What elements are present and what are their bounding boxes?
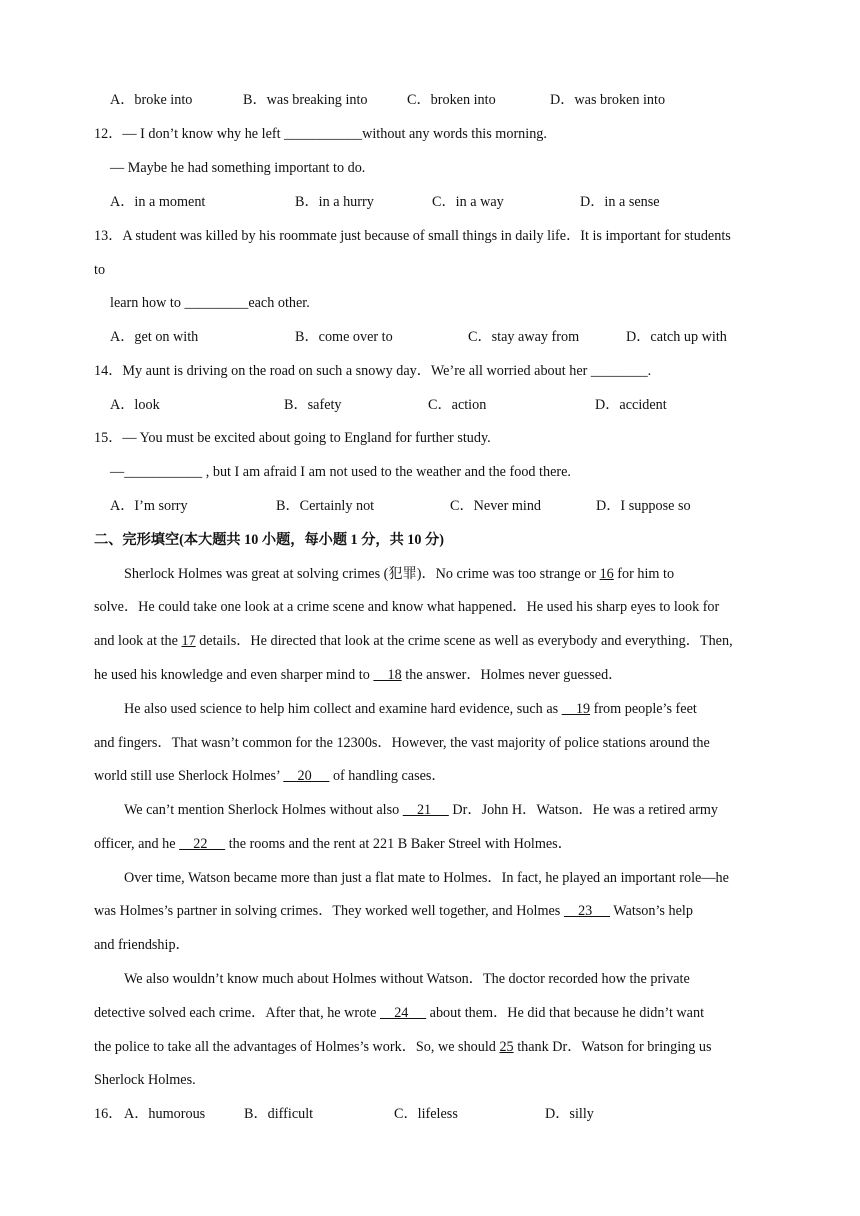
passage-text: was Holmes’s partner in solving crimes．They worked well together, and Holmes: [94, 903, 564, 919]
passage-text: thank Dr．Watson for bringing us: [513, 1039, 712, 1055]
blank-25: 25: [499, 1039, 514, 1055]
passage-line: [94, 766, 446, 786]
passage-line: [94, 834, 572, 854]
passage-text: He also used science to help him collect and examine hard evidence, such as: [124, 701, 562, 717]
passage-line: Sherlock Holmes.: [94, 1072, 196, 1088]
q15-reply-dash: —: [110, 464, 125, 480]
passage-text: about them．He did that because he didn’t want: [426, 1005, 705, 1021]
q15-number: 15．: [94, 430, 123, 446]
passage-text: officer, and he: [94, 836, 180, 852]
q16-option-c: C．lifeless: [394, 1106, 458, 1122]
blank-16: 16: [599, 566, 614, 582]
q13-option-a: A．get on with: [110, 329, 199, 345]
blank-21: 21: [402, 802, 449, 818]
q14-end: .: [647, 363, 652, 379]
passage-line: [124, 800, 718, 820]
passage-text: from people’s feet: [590, 701, 697, 717]
q13-stem-after: each other.: [248, 295, 310, 311]
blank-20: 20: [283, 768, 330, 784]
passage-text: Sherlock Holmes was great at solving crimes (犯罪)．No crime was too strange or: [124, 566, 600, 582]
blank-23: 23: [563, 903, 610, 919]
passage-line: [124, 699, 697, 719]
q12-option-c: C．in a way: [432, 194, 504, 210]
passage-line: [94, 631, 733, 651]
q11-option-c: C．broken into: [407, 92, 496, 108]
q16-option-d: D．silly: [545, 1106, 594, 1122]
q11-option-d: D．was broken into: [550, 92, 666, 108]
q13-stem-before: learn how to: [110, 295, 185, 311]
blank-24: 24: [380, 1005, 427, 1021]
q13-option-c: C．stay away from: [468, 329, 580, 345]
passage-text: detective solved each crime．After that, he wrote: [94, 1005, 380, 1021]
q15-reply-after: , but I am afraid I am not used to the weather and the food there.: [202, 464, 571, 480]
passage-line: We also wouldn’t know much about Holmes without Watson．The doctor recorded how the private: [124, 971, 690, 987]
q15-option-d: D．I suppose so: [596, 498, 691, 514]
q15-option-a: A．I’m sorry: [110, 498, 188, 514]
q14-option-a: A．look: [110, 397, 160, 413]
q11-option-b: B．was breaking into: [243, 92, 368, 108]
blank-22: 22: [179, 836, 226, 852]
q12-stem-after: without any words this morning.: [362, 126, 547, 142]
q12-option-a: A．in a moment: [110, 194, 206, 210]
passage-line: Over time, Watson became more than just a flat mate to Holmes．In fact, he played an important role—he: [124, 870, 729, 886]
passage-line: and fingers．That wasn’t common for the 12300s．However, the vast majority of police stations around the: [94, 735, 710, 751]
passage-text: Watson’s help: [610, 903, 693, 919]
q16-option-b: B．difficult: [244, 1106, 314, 1122]
passage-line: [94, 1037, 712, 1057]
q16-number: 16．: [94, 1106, 123, 1122]
passage-text: the police to take all the advantages of Holmes’s work．So, we should: [94, 1039, 500, 1055]
q14-option-d: D．accident: [595, 397, 667, 413]
passage-text: the rooms and the rent at 221 B Baker Streel with Holmes．: [225, 836, 572, 852]
q12-number: 12．: [94, 126, 123, 142]
q12-option-b: B．in a hurry: [295, 194, 374, 210]
q13-stem-text: A student was killed by his roommate just because of small things in daily life．It is important for students: [122, 228, 731, 244]
q12-option-d: D．in a sense: [580, 194, 660, 210]
passage-text: Dr．John H．Watson．He was a retired army: [448, 802, 718, 818]
q14-number: 14．: [94, 363, 123, 379]
blank-17: 17: [181, 633, 196, 649]
q13-number: 13．: [94, 228, 123, 244]
passage-line: and friendship．: [94, 937, 190, 953]
q13-option-d: D．catch up with: [626, 329, 727, 345]
passage-text: for him to: [613, 566, 675, 582]
q13-stem-line3: [110, 293, 310, 313]
q13-option-b: B．come over to: [295, 329, 393, 345]
blank-19: 19: [561, 701, 591, 717]
blank-18: 18: [373, 667, 402, 683]
passage-text: and look at the: [94, 633, 182, 649]
q14-option-b: B．safety: [284, 397, 342, 413]
q12-blank: ___________: [284, 126, 363, 142]
q12-reply: — Maybe he had something important to do.: [110, 160, 366, 176]
q14-option-c: C．action: [428, 397, 487, 413]
q15-option-c: C．Never mind: [450, 498, 542, 514]
q14-stem: [94, 361, 651, 381]
passage-text: details．He directed that look at the crime scene as well as everybody and everything．Then,: [195, 633, 733, 649]
passage-text: of handling cases．: [329, 768, 446, 784]
section-title: 二、完形填空(本大题共 10 小题，每小题 1 分，共 10 分): [94, 532, 444, 548]
q16-option-a: A．humorous: [124, 1106, 206, 1122]
q15-blank: ___________: [124, 464, 203, 480]
q14-blank: ________: [590, 363, 648, 379]
q15-reply: [110, 462, 571, 482]
q15-option-b: B．Certainly not: [276, 498, 375, 514]
passage-line: [94, 1003, 704, 1023]
passage-line: [94, 665, 622, 685]
q15-stem: [94, 428, 491, 448]
q11-option-a: A．broke into: [110, 92, 193, 108]
passage-text: world still use Sherlock Holmes’: [94, 768, 284, 784]
q12-stem-before: — I don’t know why he left: [122, 126, 285, 142]
passage-line: [94, 901, 693, 921]
passage-text: We can’t mention Sherlock Holmes without also: [124, 802, 403, 818]
passage-line: [124, 564, 674, 584]
q13-blank: _________: [184, 295, 249, 311]
q13-stem-line2: to: [94, 262, 106, 278]
passage-text: he used his knowledge and even sharper mind to: [94, 667, 374, 683]
passage-line: solve．He could take one look at a crime scene and know what happened．He used his sharp eyes to look for: [94, 599, 720, 615]
passage-text: the answer．Holmes never guessed．: [401, 667, 623, 683]
q12-stem: [94, 124, 547, 144]
q15-stem-text: — You must be excited about going to England for further study.: [122, 430, 491, 446]
q13-stem-line1: [94, 226, 731, 246]
q14-stem-text: My aunt is driving on the road on such a snowy day．We’re all worried about her: [122, 363, 591, 379]
